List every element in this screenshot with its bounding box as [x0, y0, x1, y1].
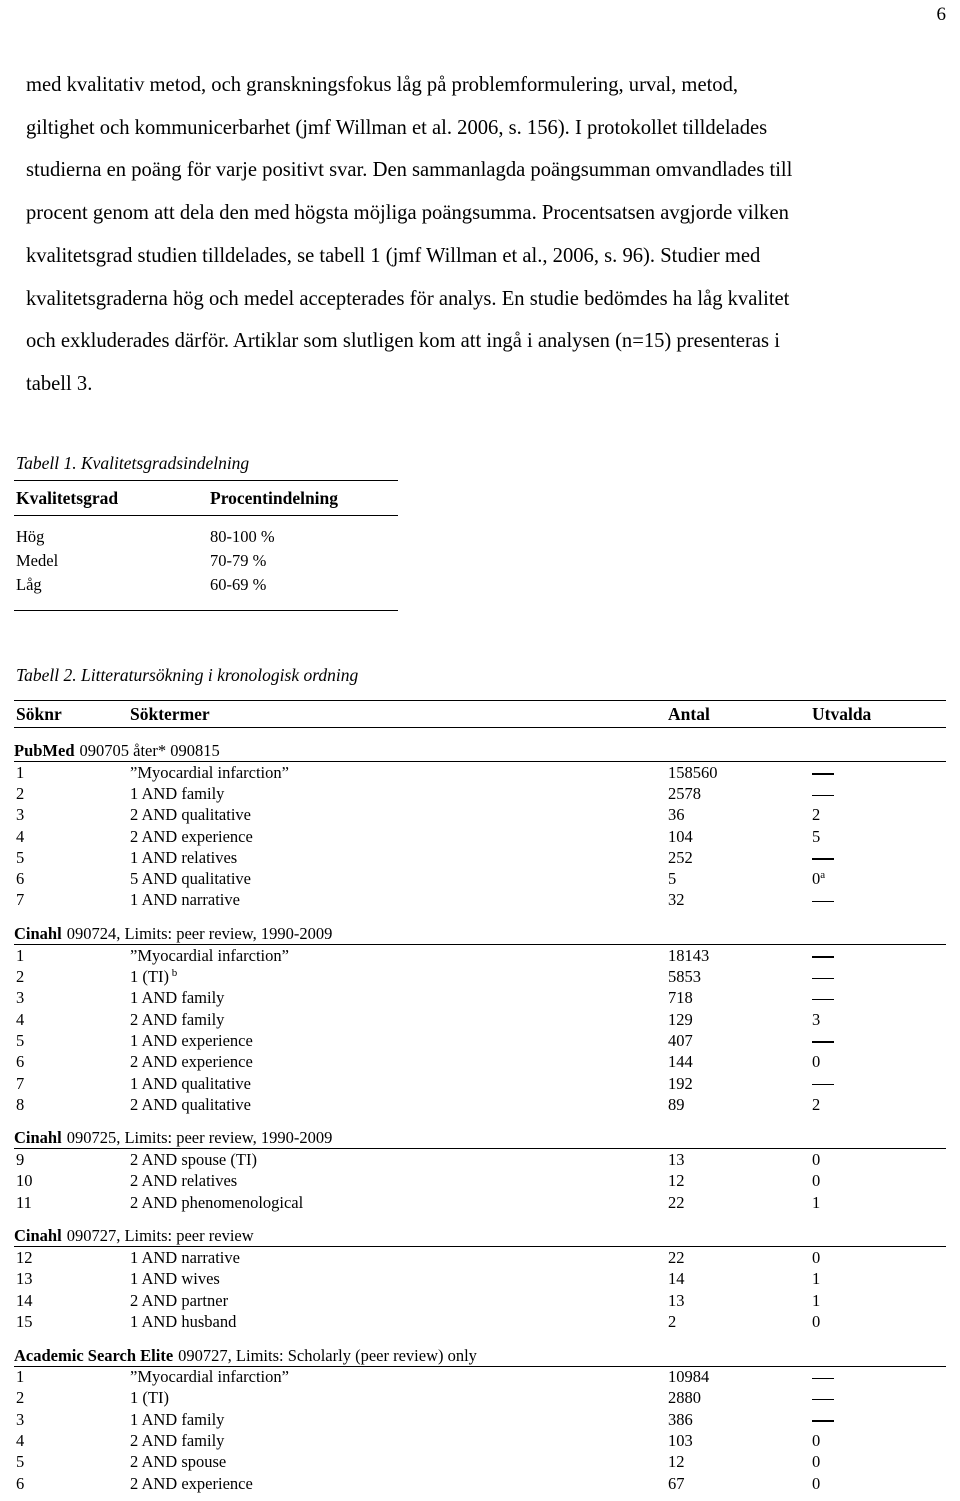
count-cell: 407	[668, 1030, 693, 1050]
search-term-cell: 1 AND narrative	[130, 1247, 240, 1267]
paragraph-line: kvalitetsgraderna hög och medel accepterades för analys. En studie bedömdes ha låg kvalitet	[26, 287, 790, 310]
search-term-cell: 2 AND experience	[130, 826, 253, 846]
search-term-cell: 2 AND experience	[130, 1052, 253, 1072]
count-cell: 129	[668, 1009, 693, 1029]
search-date-limits: 090705 åter* 090815	[79, 741, 220, 760]
search-number-cell: 1	[16, 762, 25, 782]
search-term-cell: 1 AND relatives	[130, 847, 238, 867]
count-cell: 2880	[668, 1388, 701, 1408]
selected-cell: 1	[812, 1192, 821, 1212]
dash-mark	[812, 999, 834, 1000]
selected-cell	[812, 1410, 946, 1430]
selected-cell: 0	[812, 1311, 821, 1331]
database-name: Academic Search Elite	[14, 1345, 174, 1365]
search-term-cell: 1 AND husband	[130, 1311, 237, 1331]
header-quality-grade: Kvalitetsgrad	[16, 487, 119, 508]
search-number-cell: 2	[16, 783, 25, 803]
count-cell: 103	[668, 1431, 693, 1451]
search-number-cell: 8	[16, 1094, 25, 1114]
table-row	[14, 1452, 946, 1473]
paragraph-line: med kvalitativ metod, och granskningsfokus låg på problemformulering, urval, metod,	[26, 74, 739, 96]
table-header-row	[14, 481, 398, 516]
selected-cell: 0	[812, 1473, 821, 1493]
table-row	[14, 525, 398, 549]
database-name: Cinahl	[14, 924, 62, 944]
paragraph-line: giltighet och kommunicerbarhet (jmf Willman et al. 2006, s. 156). I protokollet tilldelades	[26, 116, 768, 139]
selected-cell: 0$^a$	[812, 869, 826, 889]
search-term-cell: 5 AND qualitative	[130, 869, 251, 889]
search-term-cell: 1 (TI)	[130, 1388, 169, 1408]
database-section-header	[14, 1223, 946, 1247]
search-term-cell: 1 AND narrative	[130, 890, 240, 910]
database-name: Cinahl	[14, 1226, 62, 1246]
dash-mark	[812, 1399, 834, 1400]
search-term-cell: 2 AND qualitative	[130, 805, 251, 825]
count-cell: 22	[668, 1247, 685, 1267]
paragraph-line: procent genom att dela den med högsta möjliga poängsumma. Procentsatsen avgjorde vilken	[26, 202, 789, 225]
header-search-number: Söknr	[16, 703, 62, 724]
percentage-cell: 70-79 %	[210, 551, 267, 570]
count-cell: 252	[668, 847, 693, 867]
count-cell: 5	[668, 869, 677, 889]
count-cell: 5853	[668, 967, 701, 987]
header-search-terms: Söktermer	[130, 703, 210, 724]
table2-caption: Tabell 2. Litteratursökning i kronologisk ordning	[16, 665, 359, 685]
selected-cell: 0	[812, 1431, 821, 1451]
header-percentage: Procentindelning	[210, 487, 339, 508]
count-cell: 36	[668, 805, 685, 825]
search-term-cell: 2 AND spouse (TI)	[130, 1150, 257, 1170]
search-number-cell: 11	[16, 1192, 32, 1212]
search-term-cell: 1 (TI) $^b$	[130, 967, 178, 987]
table-body	[14, 728, 946, 1494]
count-cell: 32	[668, 890, 685, 910]
table-row	[14, 945, 946, 966]
search-term-cell: 2 AND partner	[130, 1290, 229, 1310]
search-number-cell: 7	[16, 1073, 25, 1093]
search-number-cell: 7	[16, 890, 25, 910]
selected-cell: 1	[812, 1269, 821, 1289]
table-row	[14, 549, 398, 573]
search-term-cell: 2 AND family	[130, 1431, 225, 1451]
search-number-cell: 4	[16, 1009, 25, 1029]
selected-cell	[812, 784, 946, 804]
search-term-cell: 1 AND wives	[130, 1269, 220, 1289]
count-cell: 2	[668, 1311, 677, 1331]
selected-cell: 3	[812, 1009, 821, 1029]
table-row	[14, 1192, 946, 1213]
selected-cell	[812, 988, 946, 1008]
search-number-cell: 3	[16, 1409, 25, 1429]
section-gap	[14, 1333, 946, 1343]
table-row	[14, 1311, 946, 1332]
search-term-cell: 1 AND family	[130, 783, 225, 803]
search-number-cell: 14	[16, 1290, 33, 1310]
search-term-cell: 2 AND qualitative	[130, 1094, 251, 1114]
selected-cell: 0	[812, 1052, 821, 1072]
count-cell: 22	[668, 1192, 685, 1212]
count-cell: 13	[668, 1150, 685, 1170]
page-number: 6	[936, 4, 946, 25]
table-row	[14, 988, 946, 1009]
search-date-limits: 090727, Limits: Scholarly (peer review) only	[178, 1345, 477, 1365]
table-row	[14, 762, 946, 783]
search-term-cell: 1 AND family	[130, 1409, 225, 1429]
grade-cell: Hög	[16, 527, 45, 546]
selected-cell: 0	[812, 1171, 821, 1191]
table-header-row	[14, 701, 946, 728]
search-date-limits: 090724, Limits: peer review, 1990-2009	[66, 924, 333, 944]
dash-mark	[812, 1378, 834, 1379]
table-row	[14, 847, 946, 868]
paragraph-line: studierna en poäng för varje positivt svar. Den sammanlagda poängsumman omvandlades till	[26, 159, 793, 182]
search-number-cell: 12	[16, 1247, 33, 1267]
table-row	[14, 1149, 946, 1170]
count-cell: 67	[668, 1473, 685, 1493]
table1-caption: Tabell 1. Kvalitetsgradsindelning	[16, 453, 250, 473]
selected-cell: 1	[812, 1290, 821, 1310]
search-number-cell: 13	[16, 1269, 33, 1289]
selected-cell: 2	[812, 1094, 821, 1114]
footnote-marker: b	[168, 967, 178, 980]
selected-cell	[812, 1367, 946, 1387]
paragraph-line: tabell 3.	[26, 372, 93, 395]
selected-cell	[812, 967, 946, 987]
search-date-limits: 090727, Limits: peer review	[66, 1226, 254, 1246]
table-row	[14, 1290, 946, 1311]
count-cell: 12	[668, 1171, 685, 1191]
search-number-cell: 5	[16, 1452, 25, 1472]
search-term-cell: 2 AND spouse	[130, 1452, 227, 1472]
search-term-cell: 2 AND experience	[130, 1473, 253, 1493]
body-paragraph	[26, 64, 944, 406]
search-term-cell: 1 AND experience	[130, 1030, 253, 1050]
count-cell: 104	[668, 826, 693, 846]
table-row	[14, 1367, 946, 1388]
percentage-cell: 60-69 %	[210, 575, 267, 594]
search-term-cell: 2 AND phenomenological	[130, 1192, 304, 1212]
search-term-cell: 1 AND qualitative	[130, 1073, 251, 1093]
quality-grade-table	[14, 480, 398, 611]
dash-mark	[812, 1084, 834, 1085]
table-row	[14, 1009, 946, 1030]
search-number-cell: 4	[16, 1431, 25, 1451]
table-row	[14, 573, 398, 597]
database-section-header	[14, 738, 946, 762]
table-row	[14, 1269, 946, 1290]
table-row	[14, 805, 946, 826]
dash-mark	[812, 1041, 834, 1042]
count-cell: 386	[668, 1409, 693, 1429]
literature-search-table	[14, 700, 946, 1494]
database-name: PubMed	[14, 741, 75, 760]
search-number-cell: 6	[16, 869, 25, 889]
count-cell: 18143	[668, 945, 710, 965]
selected-cell: 0	[812, 1247, 821, 1267]
section-gap	[14, 1213, 946, 1223]
search-number-cell: 3	[16, 988, 25, 1008]
search-number-cell: 15	[16, 1311, 33, 1331]
table-row	[14, 1388, 946, 1409]
count-cell: 2578	[668, 783, 701, 803]
table-row	[14, 1247, 946, 1268]
database-name: Cinahl	[14, 1128, 62, 1148]
selected-cell	[812, 763, 946, 783]
search-number-cell: 5	[16, 847, 25, 867]
table-row	[14, 966, 946, 987]
table-row	[14, 1030, 946, 1051]
selected-cell	[812, 1031, 946, 1051]
grade-cell: Medel	[16, 551, 59, 570]
search-number-cell: 4	[16, 826, 25, 846]
search-term-cell: 2 AND family	[130, 1009, 225, 1029]
dash-mark	[812, 858, 834, 859]
count-cell: 158560	[668, 762, 718, 782]
table-row	[14, 1473, 946, 1494]
table-row	[14, 890, 946, 911]
selected-cell: 2	[812, 805, 821, 825]
count-cell: 192	[668, 1073, 693, 1093]
paragraph-line: och exkluderades därför. Artiklar som slutligen kom att ingå i analysen (n=15) presenteras i	[26, 330, 780, 353]
dash-mark	[812, 795, 834, 796]
count-cell: 718	[668, 988, 693, 1008]
dash-mark	[812, 978, 834, 979]
table-row	[14, 1094, 946, 1115]
table-row	[14, 1409, 946, 1430]
search-number-cell: 3	[16, 805, 25, 825]
search-number-cell: 2	[16, 1388, 25, 1408]
search-term-cell: 1 AND family	[130, 988, 225, 1008]
footnote-marker: a	[820, 869, 826, 882]
count-cell: 13	[668, 1290, 685, 1310]
table-row	[14, 783, 946, 804]
grade-cell: Låg	[16, 575, 42, 594]
count-cell: 89	[668, 1094, 685, 1114]
selected-cell	[812, 848, 946, 868]
dash-mark	[812, 1420, 834, 1421]
selected-cell	[812, 946, 946, 966]
table-row	[14, 1430, 946, 1451]
search-term-cell: ”Myocardial infarction”	[130, 762, 289, 782]
table-row	[14, 1052, 946, 1073]
count-cell: 12	[668, 1452, 685, 1472]
database-section-header	[14, 921, 946, 945]
selected-cell: 0	[812, 1452, 821, 1472]
database-section-header	[14, 1125, 946, 1149]
search-number-cell: 6	[16, 1052, 25, 1072]
table-row	[14, 1073, 946, 1094]
table-row	[14, 826, 946, 847]
percentage-cell: 80-100 %	[210, 527, 275, 546]
count-cell: 144	[668, 1052, 693, 1072]
search-term-cell: ”Myocardial infarction”	[130, 1367, 289, 1387]
table-rule	[14, 610, 398, 611]
selected-cell: 5	[812, 826, 821, 846]
search-number-cell: 1	[16, 1367, 25, 1387]
section-gap	[14, 911, 946, 921]
dash-mark	[812, 901, 834, 902]
search-term-cell: 2 AND relatives	[130, 1171, 238, 1191]
search-number-cell: 6	[16, 1473, 25, 1493]
count-cell: 14	[668, 1269, 685, 1289]
selected-cell: 0	[812, 1150, 821, 1170]
dash-mark	[812, 773, 834, 774]
search-number-cell: 9	[16, 1150, 25, 1170]
section-gap	[14, 728, 946, 738]
dash-mark	[812, 956, 834, 957]
database-section-header	[14, 1343, 946, 1367]
search-date-limits: 090725, Limits: peer review, 1990-2009	[66, 1128, 333, 1148]
selected-cell	[812, 890, 946, 910]
count-cell: 10984	[668, 1367, 710, 1387]
search-number-cell: 2	[16, 967, 25, 987]
header-count: Antal	[668, 703, 710, 724]
section-gap	[14, 1115, 946, 1125]
search-number-cell: 1	[16, 945, 25, 965]
selected-cell	[812, 1074, 946, 1094]
search-term-cell: ”Myocardial infarction”	[130, 945, 289, 965]
search-number-cell: 10	[16, 1171, 33, 1191]
selected-cell	[812, 1388, 946, 1408]
paragraph-line: kvalitetsgrad studien tilldelades, se tabell 1 (jmf Willman et al., 2006, s. 96). Studier med	[26, 244, 761, 267]
table-row	[14, 1171, 946, 1192]
search-number-cell: 5	[16, 1030, 25, 1050]
header-selected: Utvalda	[812, 703, 872, 724]
table-row	[14, 868, 946, 889]
